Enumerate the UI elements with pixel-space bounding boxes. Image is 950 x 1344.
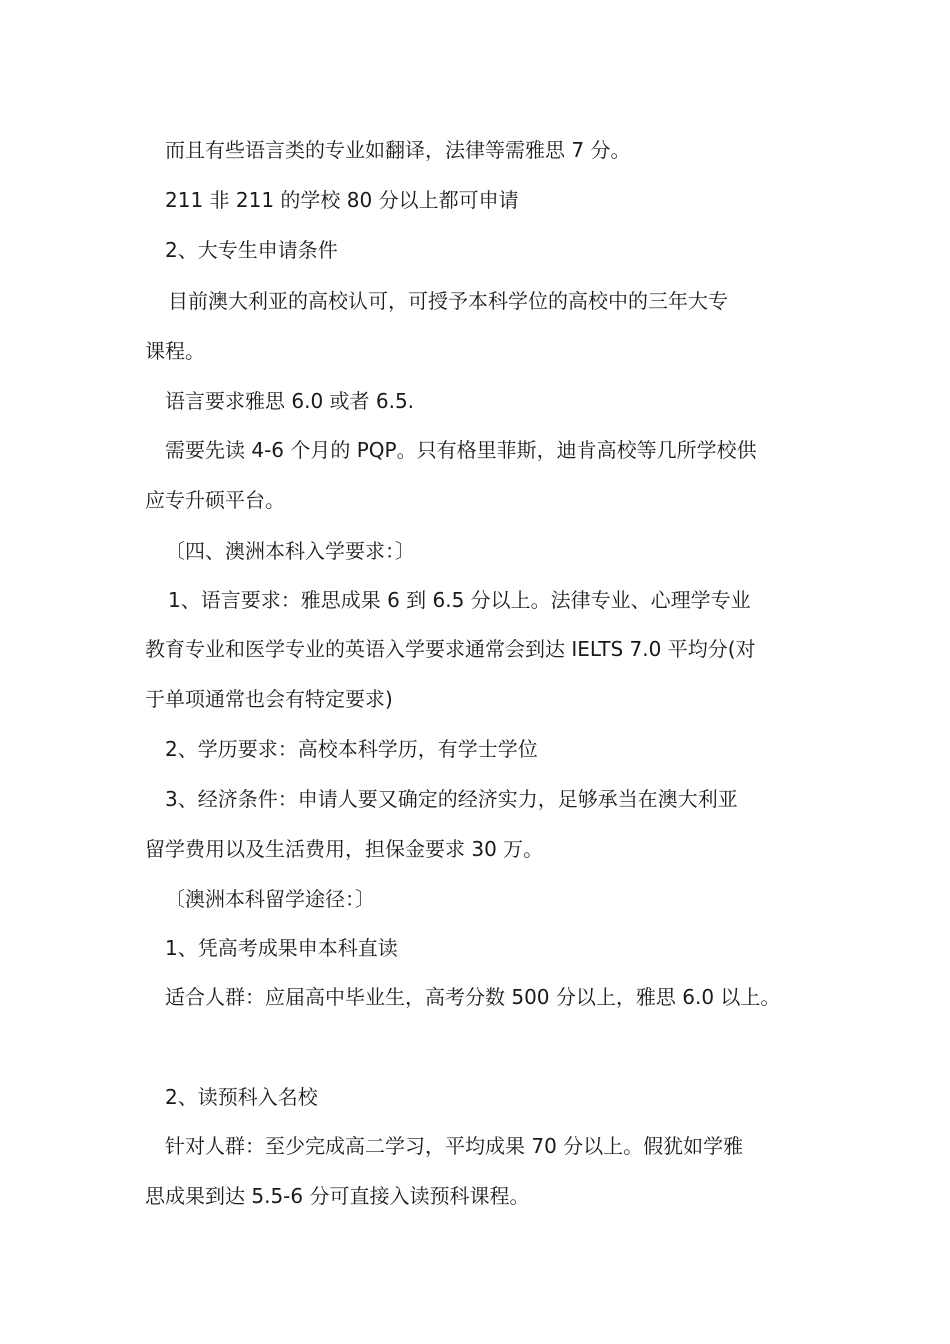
section-heading: 2、大专生申请条件 [165, 238, 338, 262]
paragraph-line: 针对人群：至少完成高二学习，平均成果 70 分以上。假犹如学雅 [165, 1134, 744, 1158]
paragraph-line: 语言要求雅思 6.0 或者 6.5. [165, 389, 415, 413]
paragraph-line: 适合人群：应届高中毕业生，高考分数 500 分以上，雅思 6.0 以上。 [165, 985, 781, 1009]
section-heading: 〔四、澳洲本科入学要求：〕 [165, 539, 415, 563]
paragraph-line: 3、经济条件：申请人要又确定的经济实力，足够承当在澳大利亚 [165, 787, 738, 811]
paragraph-line: 应专升硕平台。 [145, 488, 285, 512]
paragraph-line: 需要先读 4-6 个月的 PQP。只有格里菲斯，迪肯高校等几所学校供 [165, 438, 757, 462]
paragraph-line: 2、学历要求：高校本科学历，有学士学位 [165, 737, 538, 761]
paragraph-line: 留学费用以及生活费用，担保金要求 30 万。 [145, 837, 544, 861]
paragraph-line: 211 非 211 的学校 80 分以上都可申请 [165, 188, 519, 212]
paragraph-line: 思成果到达 5.5-6 分可直接入读预科课程。 [145, 1184, 530, 1208]
section-heading: 〔澳洲本科留学途径：〕 [165, 887, 375, 911]
paragraph-line: 1、凭高考成果申本科直读 [165, 936, 398, 960]
paragraph-line: 而且有些语言类的专业如翻译，法律等需雅思 7 分。 [165, 138, 631, 162]
paragraph-line: 目前澳大利亚的高校认可，可授予本科学位的高校中的三年大专 [168, 289, 728, 313]
paragraph-line: 2、读预科入名校 [165, 1085, 318, 1109]
paragraph-line: 课程。 [145, 339, 205, 363]
paragraph-line: 1、语言要求：雅思成果 6 到 6.5 分以上。法律专业、心理学专业 [168, 588, 751, 612]
paragraph-line: 于单项通常也会有特定要求) [145, 687, 393, 711]
paragraph-line: 教育专业和医学专业的英语入学要求通常会到达 IELTS 7.0 平均分(对 [145, 637, 756, 661]
